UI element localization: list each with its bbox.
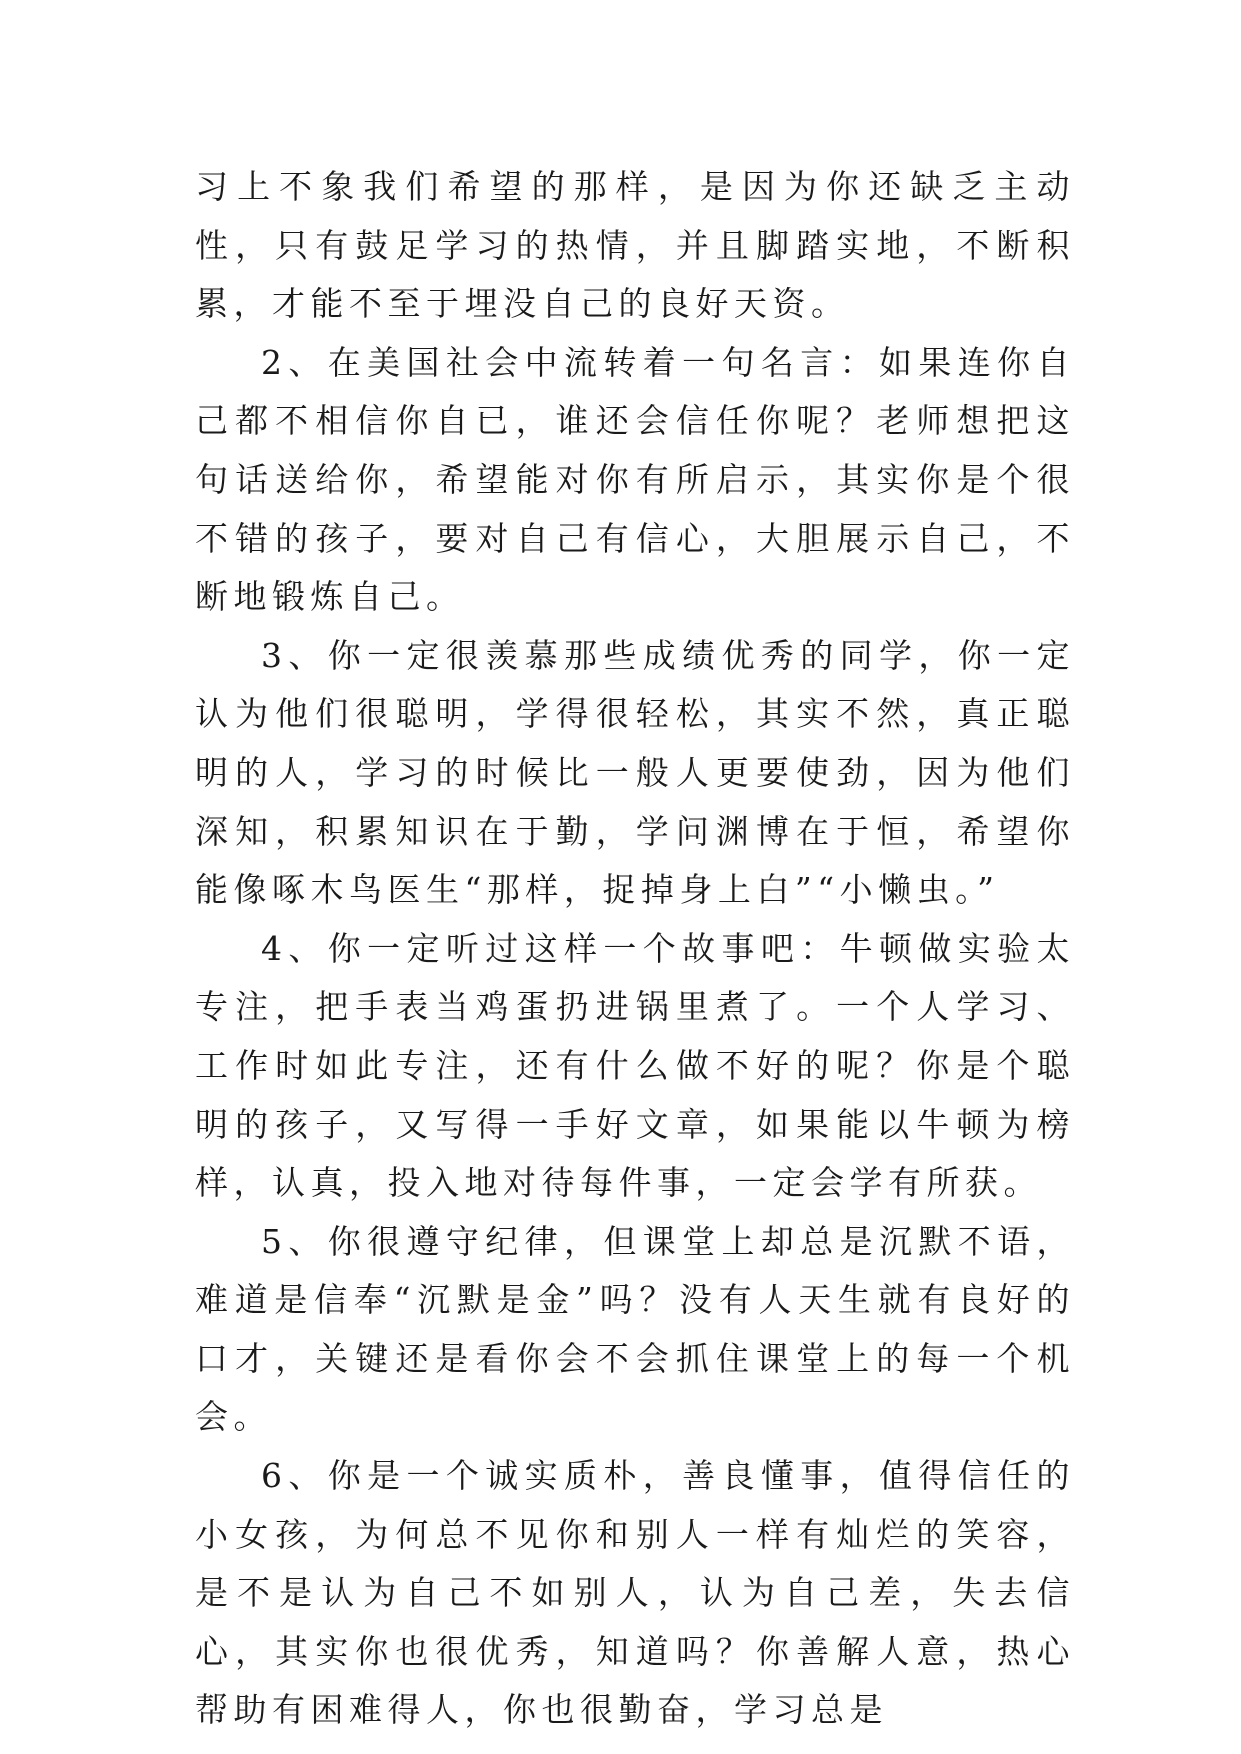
paragraph-item-5: 5、你很遵守纪律，但课堂上却总是沉默不语，难道是信奉“沉默是金”吗？没有人天生就有良好的口才，关键还是看你会不会抓住课堂上的每一个机会。 (195, 1221, 1075, 1437)
paragraph-item-6: 6、你是一个诚实质朴，善良懂事，值得信任的小女孩，为何总不见你和别人一样有灿烂的笑容，是不是认为自己不如别人，认为自己差，失去信心，其实你也很优秀，知道吗？你善解人意，热心帮助有困难得人，你也很勤奋，学习总是 (195, 1456, 1075, 1730)
document-page (195, 158, 1075, 1740)
paragraph-item-2: 2、在美国社会中流转着一句名言：如果连你自己都不相信你自已，谁还会信任你呢？老师想把这句话送给你，希望能对你有所启示，其实你是个很不错的孩子，要对自己有信心，大胆展示自己，不断地锻炼自己。 (195, 342, 1075, 617)
paragraph-item-3: 3、你一定很羡慕那些成绩优秀的同学，你一定认为他们很聪明，学得很轻松，其实不然，真正聪明的人，学习的时候比一般人更要使劲，因为他们深知，积累知识在于勤，学问渊博在于恒，希望你能像啄木鸟医生“那样，捉掉身上白”“小懒虫。” (195, 635, 1075, 910)
paragraph-item-4: 4、你一定听过这样一个故事吧：牛顿做实验太专注，把手表当鸡蛋扔进锅里煮了。一个人学习、工作时如此专注，还有什么做不好的呢？你是个聪明的孩子，又写得一手好文章，如果能以牛顿为榜样，认真，投入地对待每件事，一定会学有所获。 (195, 928, 1075, 1203)
paragraph-continuation: 习上不象我们希望的那样，是因为你还缺乏主动性，只有鼓足学习的热情，并且脚踏实地，不断积累，才能不至于埋没自己的良好天资。 (195, 167, 1075, 324)
